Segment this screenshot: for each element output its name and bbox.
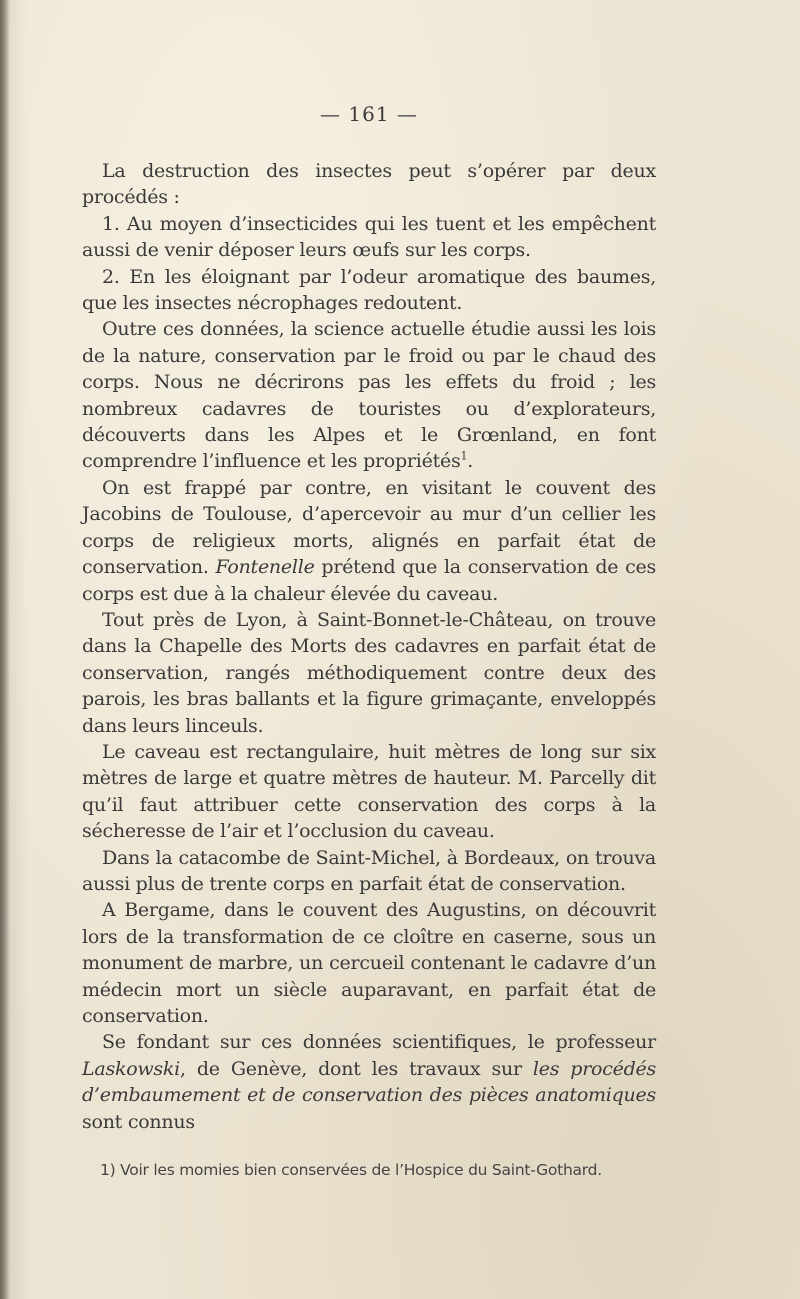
paragraph-jacobins	[82, 475, 656, 607]
paragraph-jacobins-tail: prétend que la conservation de ces corps est due à la chaleur élevée du caveau.	[82, 556, 657, 605]
book-title: les procédés d’embaumement et de conservation des pièces anatomiques	[82, 1057, 657, 1107]
paragraph-method-1: 1. Au moyen d’insecticides qui les tuent et les empêchent aussi de venir déposer leurs œufs sur les corps.	[82, 212, 656, 262]
paragraph-jacobins-text: de Toulouse, d’apercevoir au mur d’un cellier les corps de religieux morts, alignés en parfait état de conservation.	[82, 503, 656, 579]
paragraph-bordeaux: Dans la catacombe de Saint-Michel, à Bordeaux, on trouva aussi plus de trente corps en parfait état de conservation.	[82, 846, 656, 895]
binding-edge	[0, 0, 10, 1299]
footnote-marker: 1)	[100, 1161, 116, 1180]
paragraph-science: Outre ces données, la science actuelle étudie aussi les lois de la nature, conservation par le froid ou par le chaud des corps. Nous ne décrirons pas les effets du froid ; les nombreux cadavres de touristes ou d’explorateurs, découverts dans les Alpes et le Grœnland, en font comprendre l’influence et les propriétés$^1$.	[82, 318, 656, 473]
paragraph-laskowski-lead: Se fondant sur ces données scientifiques, le professeur	[102, 1031, 656, 1054]
paragraph-science-text: Outre ces données, la science actuelle étudie aussi les lois de la nature, conservation par le froid ou par le chaud des corps. Nous ne décrirons pas les effets du froid ; les nombreux cadavres de touristes ou d’explorateurs, découverts dans les Alpes et le Grœnland, en font comprendre l’influence et les propriétés	[82, 318, 656, 473]
paragraph-caveau: Le caveau est rectangulaire, huit mètres de long sur six mètres de large et quatre mètres de hauteur. M. Parcelly dit qu’il faut attribuer cette conservation des corps à la sécheresse de l’air et l’occlusion du caveau.	[82, 740, 656, 843]
paragraph-jacobins-lead: On est frappé par contre, en visitant le couvent des Jacobins	[82, 476, 656, 526]
paragraph-laskowski-mid: , de Genève, dont les travaux sur	[180, 1057, 522, 1080]
paragraph-method-2: 2. En les éloignant par l’odeur aromatique des baumes, que les insectes nécrophages redoutent.	[82, 265, 656, 315]
footnote	[82, 1159, 656, 1181]
page-number: — 161 —	[320, 102, 418, 126]
footnote-reference: 1	[460, 450, 468, 464]
paragraph-intro: La destruction des insectes peut s’opérer par deux procédés :	[82, 160, 656, 209]
book-page	[82, 100, 656, 1181]
paragraph-laskowski-tail: sont connus	[82, 1110, 195, 1133]
author-laskowski: Laskowski	[82, 1057, 181, 1080]
paragraph-lyon: Tout près de Lyon, à Saint-Bonnet-le-Château, on trouve dans la Chapelle des Morts des cadavres en parfait état de conservation, rangés méthodiquement contre deux des parois, les bras ballants et la figure grimaçante, enveloppés dans leurs linceuls.	[82, 608, 656, 737]
paragraph-bergame: A Bergame, dans le couvent des Augustins, on découvrit lors de la transformation de ce cloître en caserne, sous un monument de marbre, un cercueil contenant le cadavre d’un médecin mort un siècle auparavant, en parfait état de conservation.	[82, 899, 656, 1027]
footnote-text: Voir les momies bien conservées de l’Hospice du Saint-Gothard.	[120, 1161, 602, 1180]
author-fontenelle: Fontenelle	[215, 556, 315, 579]
paragraph-laskowski	[82, 1029, 656, 1135]
